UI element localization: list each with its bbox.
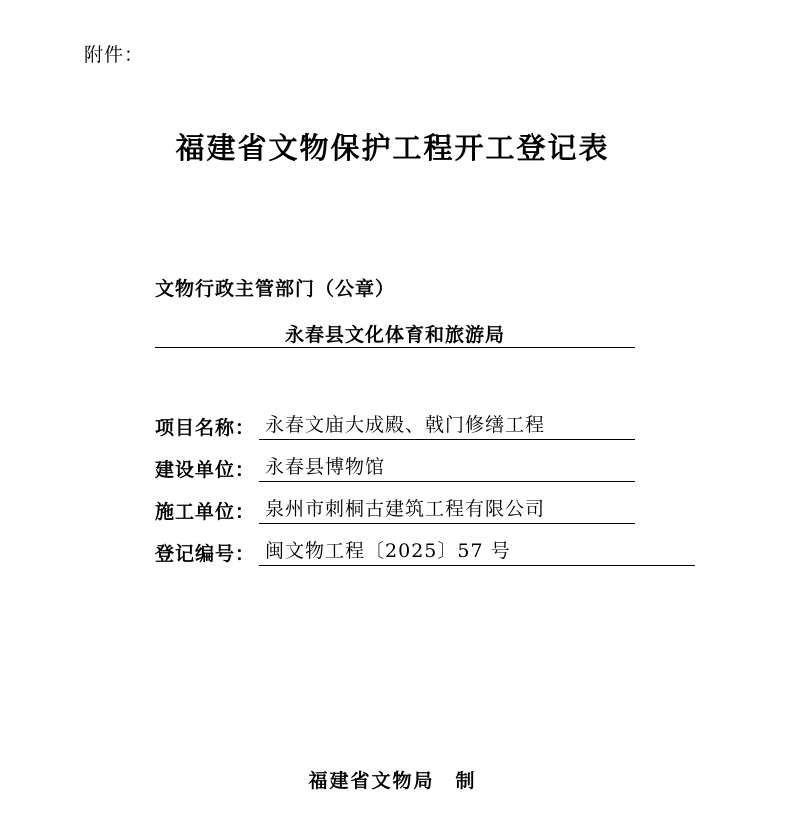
field-row-construction-unit [155, 440, 700, 482]
field-value-project-name: 永春文庙大成殿、戟门修缮工程 [259, 413, 635, 440]
field-value-contractor-unit: 泉州市刺桐古建筑工程有限公司 [259, 497, 635, 524]
field-value-registration-number: 闽文物工程〔2025〕57 号 [259, 539, 695, 566]
field-row-contractor-unit [155, 482, 700, 524]
field-label-construction-unit: 建设单位： [155, 459, 256, 481]
field-label-registration-number: 登记编号： [155, 543, 256, 565]
attachment-label: 附件： [84, 44, 145, 66]
field-label-project-name: 项目名称： [155, 417, 256, 439]
page-title: 福建省文物保护工程开工登记表 [175, 131, 610, 165]
field-list [155, 398, 700, 566]
authority-value: 永春县文化体育和旅游局 [284, 324, 505, 346]
authority-value-row [155, 320, 635, 348]
field-label-contractor-unit: 施工单位： [155, 501, 256, 523]
footer-issuer: 福建省文物局 制 [308, 770, 477, 792]
field-row-registration-number [155, 524, 700, 566]
field-value-construction-unit: 永春县博物馆 [259, 455, 635, 482]
field-row-project-name [155, 398, 700, 440]
authority-heading: 文物行政主管部门（公章） [155, 278, 396, 300]
